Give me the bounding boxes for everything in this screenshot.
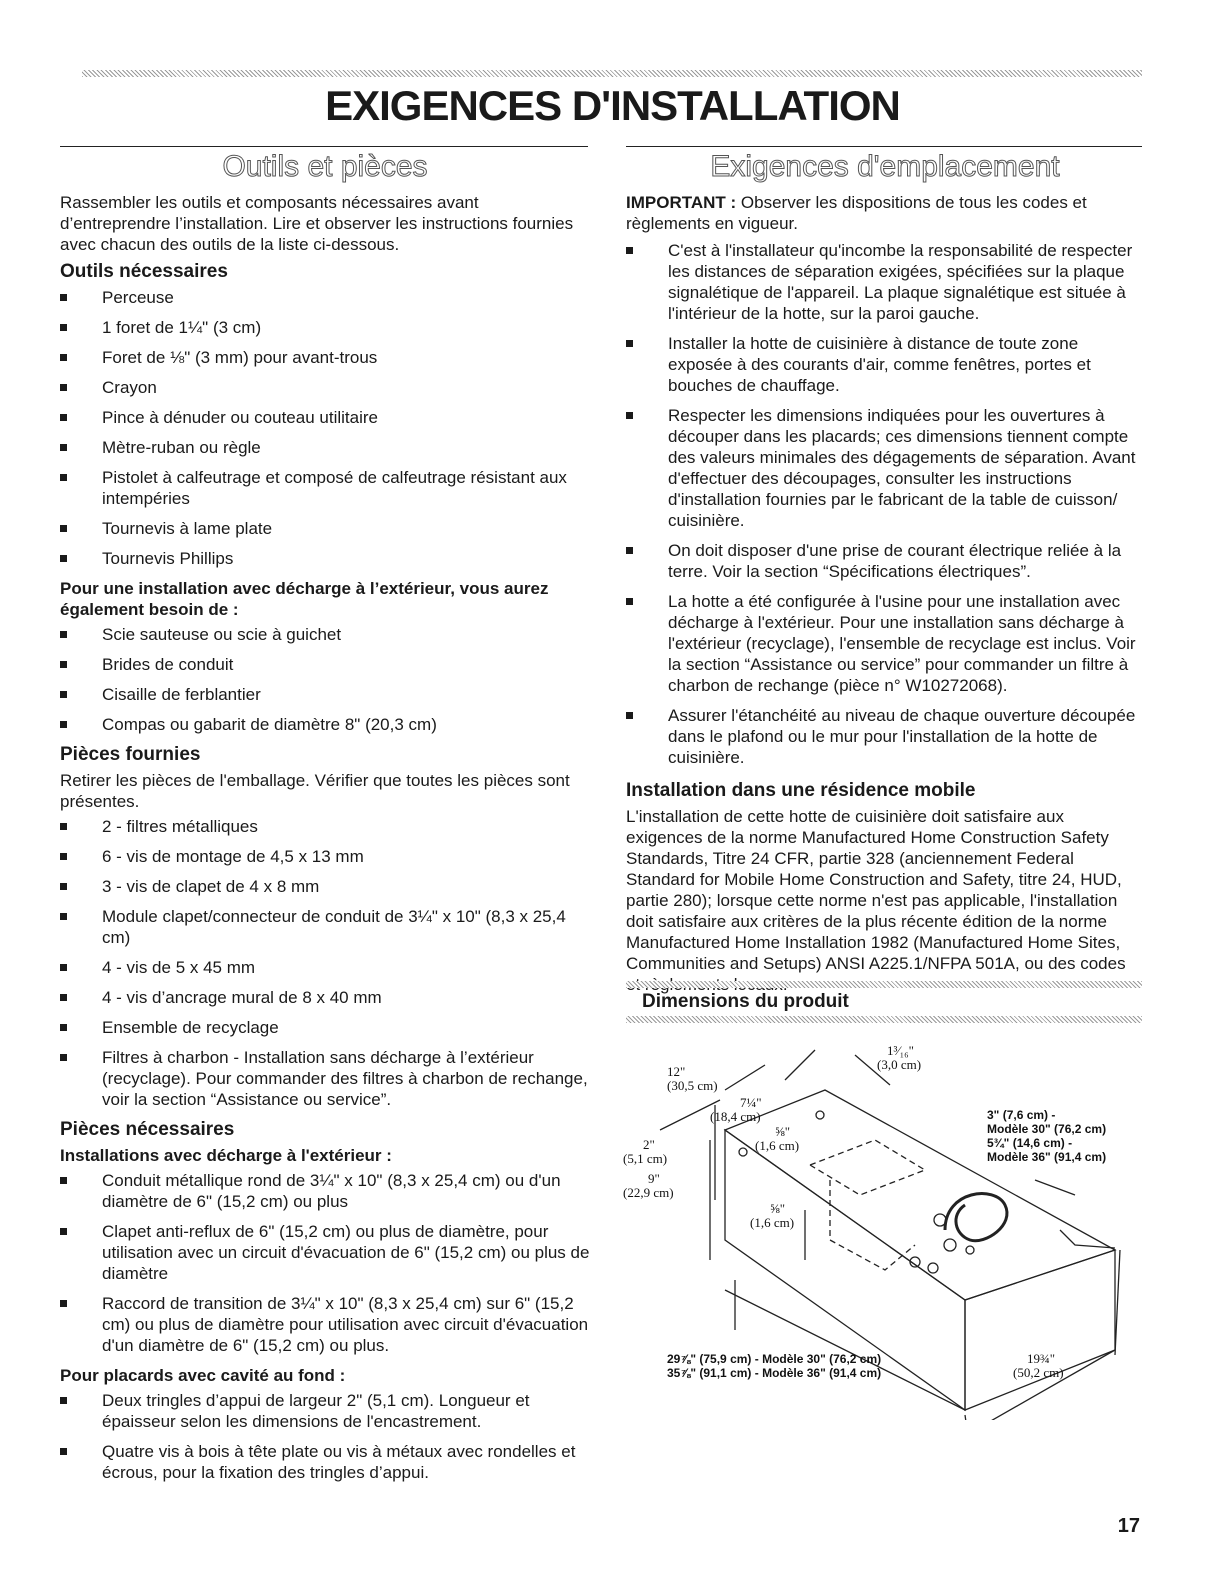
dim-value: 7¼" bbox=[740, 1095, 762, 1110]
list-item: Raccord de transition de 3¼" x 10" (8,3 x 25,4 cm) sur 6" (15,2 cm) ou plus de diamètre pour utilisation avec circuit d'évacuation d'un diamètre de 6" (15,2 cm) ou plus. bbox=[60, 1293, 590, 1356]
dim-value: (30,5 cm) bbox=[667, 1078, 718, 1093]
list-item: 1 foret de 1¼" (3 cm) bbox=[60, 317, 590, 338]
dim-value: (1,6 cm) bbox=[750, 1215, 795, 1230]
list-item: Compas ou gabarit de diamètre 8" (20,3 cm) bbox=[60, 714, 590, 735]
dims-hatch-top bbox=[626, 981, 1142, 988]
dimensions-heading: Dimensions du produit bbox=[642, 991, 849, 1012]
parts-needed-heading: Pièces nécessaires bbox=[60, 1119, 235, 1140]
list-item: Deux tringles d’appui de largeur 2" (5,1 cm). Longueur et épaisseur selon les dimensions de l'encastrement. bbox=[60, 1390, 590, 1432]
dim-value: Modèle 36" (91,4 cm) bbox=[987, 1150, 1107, 1164]
dim-value: ⅝" bbox=[775, 1124, 791, 1139]
list-item: 6 - vis de montage de 4,5 x 13 mm bbox=[60, 846, 590, 867]
list-item: Foret de ⅛" (3 mm) pour avant-trous bbox=[60, 347, 590, 368]
list-item: Conduit métallique rond de 3¼" x 10" (8,3 x 25,4 cm) ou d'un diamètre de 6" (15,2 cm) ou plus bbox=[60, 1170, 590, 1212]
mobile-home-text: L'installation de cette hotte de cuisinière doit satisfaire aux exigences de la norme Manufactured Home Construction Safety Standards, Titre 24 CFR, partie 328 (anciennement Federal Standard for Mobile Home Construction and Safety, titre 24, HUD, partie 280); lorsque cette norme n'est pas applicable, l'installation doit satisfaire aux critères de la plus récente édition de la norme Manufactured Home Installation 1982 (Manufactured Home Sites, Communities and Setups) ANSI A225.1/NFPA 501A, ou des codes bbox=[626, 807, 1126, 973]
dims-hatch-bottom bbox=[626, 1016, 1142, 1023]
dim-value: (1,6 cm) bbox=[755, 1138, 800, 1153]
dim-value: 5¾" (14,6 cm) - bbox=[987, 1136, 1073, 1150]
parts-supplied-heading: Pièces fournies bbox=[60, 744, 201, 765]
tools-list bbox=[60, 287, 590, 569]
location-requirements-heading: Exigences d'emplacement bbox=[710, 150, 1060, 183]
dim-label-7-25in bbox=[710, 1096, 762, 1124]
exterior-tools-heading: Pour une installation avec décharge à l’extérieur, vous aurez également besoin de : bbox=[60, 579, 549, 619]
dim-value: Modèle 30" (76,2 cm) bbox=[987, 1122, 1107, 1136]
dim-value: (22,9 cm) bbox=[623, 1185, 674, 1200]
important-label: IMPORTANT : bbox=[626, 193, 737, 212]
tools-parts-heading: Outils et pièces bbox=[222, 150, 428, 183]
dim-label-5-8in-top bbox=[755, 1125, 799, 1153]
cabinet-list bbox=[60, 1390, 590, 1483]
dim-value: (18,4 cm) bbox=[710, 1109, 761, 1124]
list-item: Pince à dénuder ou couteau utilitaire bbox=[60, 407, 590, 428]
list-item: Installer la hotte de cuisinière à distance de toute zone exposée à des courants d'air, comme fenêtres, portes et bouches de chauffage. bbox=[626, 333, 1144, 396]
right-column bbox=[626, 150, 1144, 995]
dim-value: 29⅞" (75,9 cm) - Modèle 30" (76,2 cm) bbox=[667, 1352, 882, 1366]
left-column bbox=[60, 150, 590, 1492]
dim-value: 1³⁄₁₆" bbox=[887, 1043, 914, 1058]
list-item: Cisaille de ferblantier bbox=[60, 684, 590, 705]
important-note bbox=[626, 192, 1144, 234]
list-item: C'est à l'installateur qu'incombe la responsabilité de respecter les distances de séparation exigées, spécifiées sur la plaque signalétique de l'appareil. La plaque signalétique est située à l'intérieur de la hotte, sur la paroi gauche. bbox=[626, 240, 1144, 324]
cabinet-heading: Pour placards avec cavité au fond : bbox=[60, 1366, 346, 1385]
list-item: Respecter les dimensions indiquées pour les ouvertures à découper dans les placards; ces dimensions tiennent compte des valeurs minimales des dégagements de séparation. Avant d'effectuer des découpages, consulter les instructions d'installation fournies par le fabricant de la table de cuisson/ cuisinière. bbox=[626, 405, 1144, 531]
dim-label-9in bbox=[623, 1172, 674, 1200]
dim-value: (3,0 cm) bbox=[877, 1057, 922, 1072]
list-item: Module clapet/connecteur de conduit de 3¼" x 10" (8,3 x 25,4 cm) bbox=[60, 906, 590, 948]
parts-needed-list bbox=[60, 1170, 590, 1356]
list-item: Pistolet à calfeutrage et composé de calfeutrage résistant aux intempéries bbox=[60, 467, 590, 509]
tools-intro: Rassembler les outils et composants nécessaires avant d’entreprendre l’installation. Lire et observer les instructions fournies avec chacun des outils de la liste ci-dessous. bbox=[60, 193, 574, 254]
parts-intro: Retirer les pièces de l'emballage. Vérifier que toutes les pièces sont présentes. bbox=[60, 771, 570, 811]
dim-label-1-3-16in bbox=[877, 1044, 921, 1072]
exterior-tools-list bbox=[60, 624, 590, 735]
mobile-home-heading: Installation dans une résidence mobile bbox=[626, 780, 976, 801]
dim-label-3in-model bbox=[987, 1108, 1106, 1164]
list-item: Scie sauteuse ou scie à guichet bbox=[60, 624, 590, 645]
dim-value: 2" bbox=[643, 1137, 655, 1152]
list-item: 4 - vis d’ancrage mural de 8 x 40 mm bbox=[60, 987, 590, 1008]
dim-value: 12" bbox=[667, 1064, 686, 1079]
dim-value: ⅝" bbox=[770, 1201, 786, 1216]
dim-value: (5,1 cm) bbox=[623, 1151, 668, 1166]
list-item: 3 - vis de clapet de 4 x 8 mm bbox=[60, 876, 590, 897]
parts-needed-subheading: Installations avec décharge à l'extérieur : bbox=[60, 1146, 392, 1165]
list-item: Quatre vis à bois à tête plate ou vis à métaux avec rondelles et écrous, pour la fixation des tringles d’appui. bbox=[60, 1441, 590, 1483]
list-item: Mètre-ruban ou règle bbox=[60, 437, 590, 458]
list-item: Filtres à charbon - Installation sans décharge à l’extérieur (recyclage). Pour commander des filtres à charbon de rechange, voir la section “Assistance ou service”. bbox=[60, 1047, 590, 1110]
dim-label-2in bbox=[623, 1138, 667, 1166]
right-title-rule bbox=[626, 146, 1142, 147]
dim-label-12in bbox=[667, 1065, 718, 1093]
dim-value: (50,2 cm) bbox=[1013, 1365, 1064, 1380]
range-hood-diagram bbox=[615, 1030, 1145, 1420]
location-list bbox=[626, 240, 1144, 768]
page-title: EXIGENCES D'INSTALLATION bbox=[325, 82, 900, 129]
list-item: On doit disposer d'une prise de courant électrique reliée à la terre. Voir la section “Spécifications électriques”. bbox=[626, 540, 1144, 582]
dim-value: 3" (7,6 cm) - bbox=[987, 1108, 1056, 1122]
important-text: Observer les dispositions de tous les codes et règlements en vigueur. bbox=[626, 193, 1087, 233]
list-item: 2 - filtres métalliques bbox=[60, 816, 590, 837]
list-item: Crayon bbox=[60, 377, 590, 398]
left-title-rule bbox=[60, 146, 588, 147]
parts-list bbox=[60, 816, 590, 1110]
dim-value: 35⅞" (91,1 cm) - Modèle 36" (91,4 cm) bbox=[667, 1366, 882, 1380]
list-item: Perceuse bbox=[60, 287, 590, 308]
dim-value: 9" bbox=[648, 1171, 660, 1186]
tools-needed-heading: Outils nécessaires bbox=[60, 261, 228, 282]
top-hatch-band bbox=[82, 70, 1142, 77]
list-item: Tournevis à lame plate bbox=[60, 518, 590, 539]
list-item: Brides de conduit bbox=[60, 654, 590, 675]
dim-label-19-75in bbox=[1013, 1352, 1064, 1380]
list-item: Ensemble de recyclage bbox=[60, 1017, 590, 1038]
list-item: Clapet anti-reflux de 6" (15,2 cm) ou plus de diamètre, pour utilisation avec un circuit d'évacuation de 6" (15,2 cm) ou plus de diamètre bbox=[60, 1221, 590, 1284]
list-item: La hotte a été configurée à l'usine pour une installation avec décharge à l'extérieur. Pour une installation sans décharge à l'extérieur (recyclage), l'ensemble de recyclage est inclus. Voir la section “Assistance ou service” pour commander un filtre à charbon de rechange (pièce n° W10272068). bbox=[626, 591, 1144, 696]
page-number: 17 bbox=[1117, 1515, 1140, 1537]
dim-value: 19¾" bbox=[1027, 1351, 1056, 1366]
list-item: 4 - vis de 5 x 45 mm bbox=[60, 957, 590, 978]
list-item: Assurer l'étanchéité au niveau de chaque ouverture découpée dans le plafond ou le mur pour l'installation de la hotte de cuisinière. bbox=[626, 705, 1144, 768]
dim-label-5-8in-mid bbox=[750, 1202, 794, 1230]
dim-label-width bbox=[667, 1352, 881, 1380]
list-item: Tournevis Phillips bbox=[60, 548, 590, 569]
